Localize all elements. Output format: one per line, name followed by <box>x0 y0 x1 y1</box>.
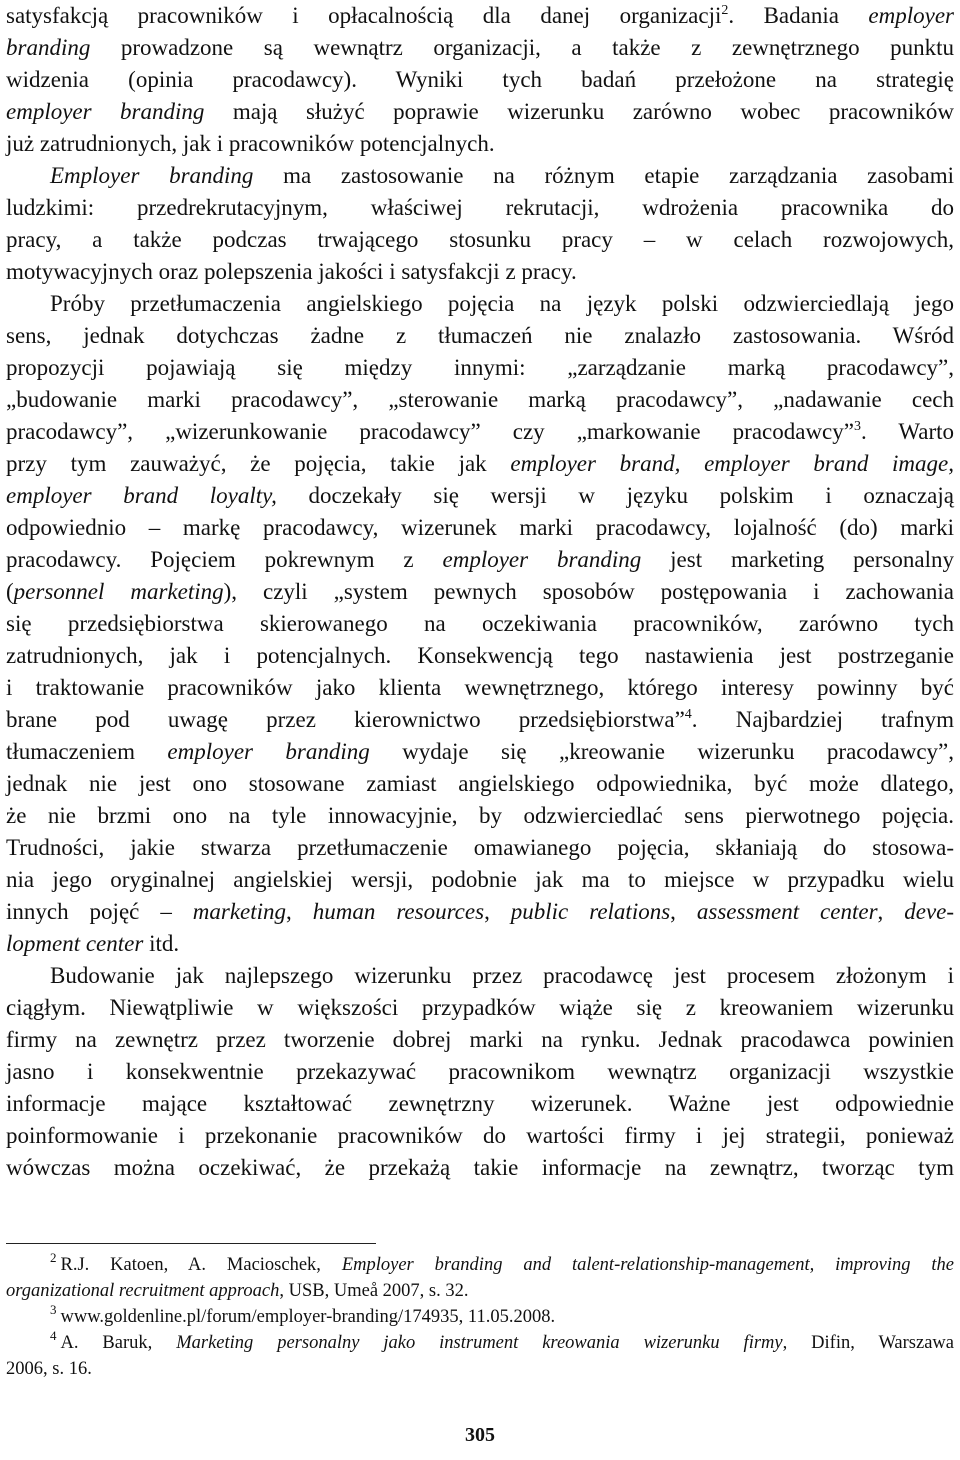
footnote-separator <box>6 1243 376 1244</box>
text-line <box>6 64 954 96</box>
text-segment: firmy na zewnętrz przez tworzenie dobrej marki na rynku. Jednak pracodawca powinien <box>6 1027 954 1052</box>
text-segment: 2006, s. 16. <box>6 1359 92 1379</box>
footnote-line <box>6 1356 954 1382</box>
text-line <box>6 320 954 352</box>
text-segment: pracodawcy”, „wizerunkowanie pracodawcy” czy „markowanie pracodawcy” <box>6 419 854 444</box>
text-segment: , <box>877 899 905 924</box>
text-segment: doczekały się wersji w języku polskim i oznaczają <box>276 483 954 508</box>
text-line <box>6 768 954 800</box>
text-segment: , <box>286 899 313 924</box>
text-segment: ma zastosowanie na różnym etapie zarządzania zasobami <box>253 163 954 188</box>
text-segment: przy tym zauważyć, że pojęcia, takie jak <box>6 451 511 476</box>
text-segment: poinformowanie i przekonanie pracowników do wartości firmy i jej strategii, ponieważ <box>6 1123 954 1148</box>
text-line <box>6 256 954 288</box>
text-segment: jest marketing personalny <box>641 547 955 572</box>
text-segment: innych pojęć – <box>6 899 193 924</box>
text-segment: itd. <box>143 931 180 956</box>
text-segment: A. Baruk, <box>60 1333 177 1353</box>
text-segment: się przedsiębiorstwa skierowanego na oczekiwania pracowników, zarówno tych <box>6 611 954 636</box>
text-segment: lopment center <box>6 931 144 956</box>
footnote-line <box>6 1278 954 1304</box>
text-line <box>6 704 954 736</box>
text-segment: R.J. Katoen, A. Macioschek, <box>60 1255 342 1275</box>
page-number: 305 <box>465 1424 495 1446</box>
text-line <box>6 960 954 992</box>
text-segment: , USB, Umeå 2007, s. 32. <box>279 1281 469 1301</box>
text-segment: Próby przetłumaczenia angielskiego pojęcia na język polski odzwierciedlają jego <box>50 291 954 316</box>
text-line <box>6 992 954 1024</box>
text-segment: . Badania <box>728 3 869 28</box>
text-segment: jednak nie jest ono stosowane zamiast angielskiego odpowiednika, być może dlatego, <box>6 771 954 796</box>
text-segment: public relations <box>510 899 671 924</box>
footnote-ref: 2 <box>721 3 729 18</box>
text-line <box>6 800 954 832</box>
text-line <box>6 736 954 768</box>
text-segment: Employer branding and talent-relationship-management, improving the <box>341 1255 954 1275</box>
text-segment: Employer branding <box>50 163 254 188</box>
text-line <box>6 1120 954 1152</box>
text-segment: . Warto <box>860 419 955 444</box>
text-segment: satysfakcją pracowników i opłacalnością dla danej organizacji <box>6 3 722 28</box>
text-line <box>6 128 954 160</box>
text-segment: sens, jednak dotychczas żadne z tłumaczeń nie znalazło zastosowania. Wśród <box>6 323 954 348</box>
text-line <box>6 832 954 864</box>
text-segment: . Najbardziej trafnym <box>691 707 954 732</box>
text-segment: odpowiednio – markę pracodawcy, wizerunek marki pracodawcy, lojalność (do) marki <box>6 515 954 540</box>
text-line <box>6 544 954 576</box>
text-segment: www.goldenline.pl/forum/employer-branding/174935, 11.05.2008. <box>60 1307 556 1327</box>
text-segment: Trudności, jakie stwarza przetłumaczenie omawianego pojęcia, skłaniają do stosowa- <box>6 835 954 860</box>
text-segment: , Difin, Warszawa <box>782 1333 954 1353</box>
text-segment: wydaje się „kreowanie wizerunku pracodawcy”, <box>369 739 954 764</box>
text-segment: organizational recruitment approach <box>6 1281 280 1301</box>
text-line <box>6 896 954 928</box>
footnote-ref: 4 <box>50 1328 57 1343</box>
text-line <box>6 640 954 672</box>
text-line <box>6 1152 954 1184</box>
text-segment: brane pod uwagę przez kierownictwo przedsiębiorstwa” <box>6 707 685 732</box>
text-segment: już zatrudnionych, jak i pracowników potencjalnych. <box>6 131 495 156</box>
text-line <box>6 1024 954 1056</box>
text-segment: employer brand loyalty, <box>6 483 277 508</box>
text-segment: employer brand, employer brand image, <box>510 451 954 476</box>
text-line <box>6 160 954 192</box>
text-segment: personnel marketing <box>13 579 224 604</box>
body-text <box>6 0 954 1184</box>
text-segment: employer <box>868 3 954 28</box>
text-segment: employer branding <box>167 739 370 764</box>
footnote-ref: 4 <box>684 707 692 722</box>
text-segment: prowadzone są wewnątrz organizacji, a także z zewnętrznego punktu <box>90 35 954 60</box>
text-segment: , <box>484 899 511 924</box>
text-line <box>6 480 954 512</box>
text-segment: , <box>670 899 697 924</box>
text-segment: human resources <box>312 899 485 924</box>
text-line <box>6 416 954 448</box>
text-segment: jasno i konsekwentnie przekazywać pracownikom wewnątrz organizacji wszystkie <box>6 1059 954 1084</box>
text-line <box>6 448 954 480</box>
footnote-ref: 3 <box>50 1302 57 1317</box>
text-segment: ludzkimi: przedrekrutacyjnym, właściwej rekrutacji, wdrożenia pracownika do <box>6 195 954 220</box>
text-segment: motywacyjnych oraz polepszenia jakości i satysfakcji z pracy. <box>6 259 577 284</box>
text-segment: tłumaczeniem <box>6 739 168 764</box>
text-line <box>6 96 954 128</box>
footnote-line <box>6 1304 954 1330</box>
text-segment: „budowanie marki pracodawcy”, „sterowanie marką pracodawcy”, „nadawanie cech <box>6 387 954 412</box>
text-segment: marketing <box>192 899 287 924</box>
text-segment: widzenia (opinia pracodawcy). Wyniki tych badań przełożone na strategię <box>6 67 954 92</box>
text-line <box>6 224 954 256</box>
text-line <box>6 352 954 384</box>
text-segment: employer branding <box>6 99 205 124</box>
text-segment: employer branding <box>442 547 642 572</box>
text-segment: zatrudnionych, jak i potencjalnych. Konsekwencją tego nastawienia jest postrzeganie <box>6 643 954 668</box>
text-segment: ), czyli „system pewnych sposobów postępowania i zachowania <box>223 579 954 604</box>
text-line <box>6 384 954 416</box>
text-segment: mają służyć poprawie wizerunku zarówno wobec pracowników <box>204 99 954 124</box>
text-line <box>6 1056 954 1088</box>
text-segment: i traktowanie pracowników jako klienta wewnętrznego, którego interesy powinny być <box>6 675 954 700</box>
text-segment: assessment center <box>696 899 878 924</box>
footnote-ref: 2 <box>50 1250 57 1265</box>
footnote-line <box>6 1330 954 1356</box>
text-line <box>6 288 954 320</box>
text-line <box>6 1088 954 1120</box>
footnote-ref: 3 <box>853 419 861 434</box>
footnotes <box>6 1252 954 1382</box>
text-line <box>6 192 954 224</box>
text-line <box>6 864 954 896</box>
text-segment: propozycji pojawiają się między innymi: „zarządzanie marką pracodawcy”, <box>6 355 954 380</box>
text-segment: deve- <box>904 899 955 924</box>
text-line <box>6 512 954 544</box>
text-segment: że nie brzmi ono na tyle innowacyjnie, by odzwierciedlać sens pierwotnego pojęcia. <box>6 803 954 828</box>
text-segment: pracy, a także podczas trwającego stosunku pracy – w celach rozwojowych, <box>6 227 954 252</box>
text-segment: branding <box>6 35 91 60</box>
footnote-line <box>6 1252 954 1278</box>
text-line <box>6 576 954 608</box>
text-segment: informacje mające kształtować zewnętrzny wizerunek. Ważne jest odpowiednie <box>6 1091 954 1116</box>
text-line <box>6 672 954 704</box>
text-segment: wówczas można oczekiwać, że przekażą takie informacje na zewnątrz, tworząc tym <box>6 1155 954 1180</box>
text-segment: nia jego oryginalnej angielskiej wersji, podobnie jak ma to miejsce w przypadku wielu <box>6 867 954 892</box>
text-segment: Marketing personalny jako instrument kreowania wizerunku firmy <box>176 1333 783 1353</box>
text-segment: ( <box>6 579 14 604</box>
text-line <box>6 928 954 960</box>
text-segment: pracodawcy. Pojęciem pokrewnym z <box>6 547 443 572</box>
text-segment: ciągłym. Niewątpliwie w większości przypadków wiąże się z kreowaniem wizerunku <box>6 995 954 1020</box>
text-line <box>6 32 954 64</box>
text-line <box>6 0 954 32</box>
text-segment: Budowanie jak najlepszego wizerunku przez pracodawcę jest procesem złożonym i <box>50 963 954 988</box>
text-line <box>6 608 954 640</box>
